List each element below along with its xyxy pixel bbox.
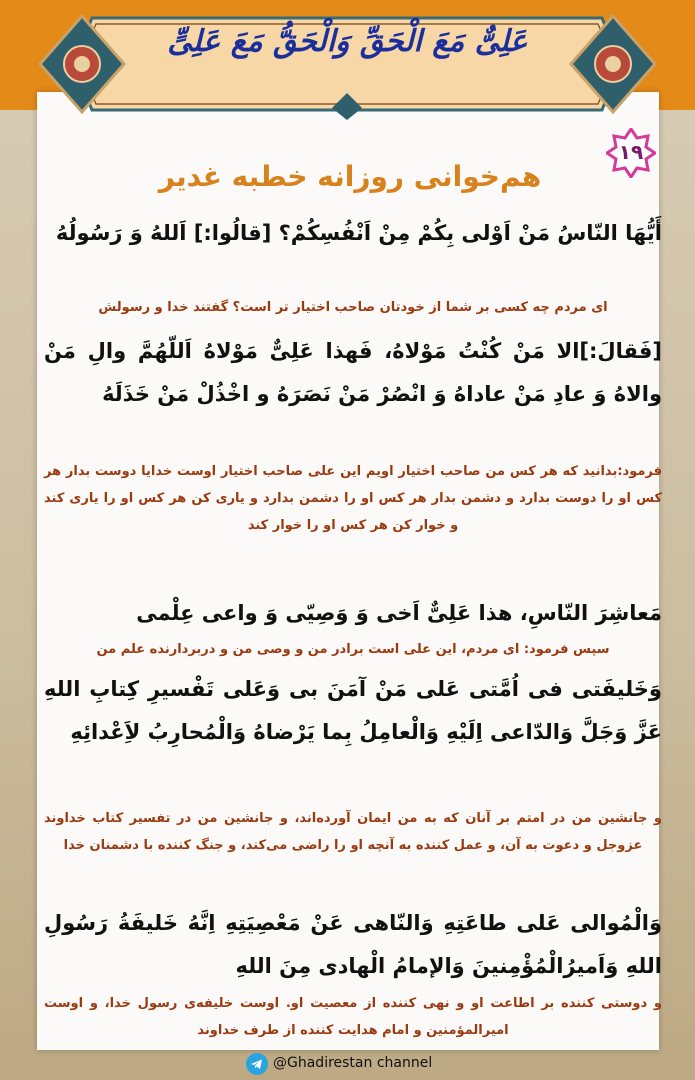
- channel-handle[interactable]: @Ghadirestan channel: [273, 1055, 433, 1071]
- page-heading: هم‌خوانی روزانه خطبه غدیر: [158, 160, 542, 193]
- arabic-text: [فَقالَ:]الا مَنْ کُنْتُ مَوْلاهُ، فَهذا عَلِیٌّ مَوْلاهُ اَللّهُمَّ والِ مَنْ والاهُ وَ عادِ مَنْ عاداهُ وَ انْصُرْ مَنْ نَصَرَهُ و اخْذُلْ مَنْ خَذَلَهُ: [44, 339, 662, 406]
- telegram-icon[interactable]: [246, 1053, 268, 1075]
- persian-translation: ای مردم چه کسی بر شما از خودتان صاحب اختیار تر است؟ گفتند خدا و رسولش: [98, 300, 608, 315]
- persian-translation: و دوستی کننده بر اطاعت او و نهی کننده از معصیت او. اوست خلیفه‌ی رسول خدا، و اوست امیرالمؤمنین و امام هدایت کننده از طرف خداوند: [44, 996, 662, 1038]
- arabic-text: وَخَلیفَتی فی اُمَّتی عَلی مَنْ آمَنَ بی وَعَلی تَفْسیرِ کِتابِ اللهِ عَزَّ وَجَلَّ وَالدّاعی اِلَیْهِ وَالْعامِلُ بِما یَرْضاهُ وَالْمُحارِبُ لاَِعْدائِهِ: [44, 677, 662, 744]
- persian-translation: فرمود:بدانید که هر کس من صاحب اختیار اویم این علی صاحب اختیار اوست خدایا دوست بدار هر کس او را دوست بدارد و دشمن بدار هر کس او را دشمن بدارد و یاری کن هر کس او را یاری کند و خوار کن هر کس او را خوار کند: [44, 464, 662, 533]
- persian-translation: و جانشین من در امتم بر آنان که به من ایمان آورده‌اند، و جانشین من در تفسیر کتاب خداوند عزوجل و دعوت به آن، و عمل کننده به آنچه او را راضی می‌کند، و جنگ کننده با دشمنان خدا: [44, 811, 662, 853]
- arabic-text: أَیُّهَا النّاسُ مَنْ اَوْلی بِکُمْ مِنْ اَنْفُسِکُمْ؟ [قالُوا:] اَللهُ وَ رَسُولُهُ: [55, 221, 662, 245]
- persian-translation: سپس فرمود: ای مردم، این علی است برادر من و وصی من و دربردارنده علم من: [96, 642, 610, 657]
- arabic-text: مَعاشِرَ النّاسِ، هذا عَلِیٌّ اَخی وَ وَصِیّی وَ واعی عِلْمی: [136, 601, 662, 625]
- banner-title: عَلِیٌّ مَعَ الْحَقِّ وَالْحَقُّ مَعَ عَلِیٍّ: [167, 24, 528, 59]
- arabic-text: وَالْمُوالی عَلی طاعَتِهِ وَالنّاهی عَنْ مَعْصِیَتِهِ اِنَّهُ خَلیفَةُ رَسُولِ اللهِ وَاَمیرُالْمُؤْمِنینَ وَالإمامُ الْهادی مِنَ اللهِ: [44, 911, 662, 978]
- badge-number: ۱۹: [618, 140, 644, 164]
